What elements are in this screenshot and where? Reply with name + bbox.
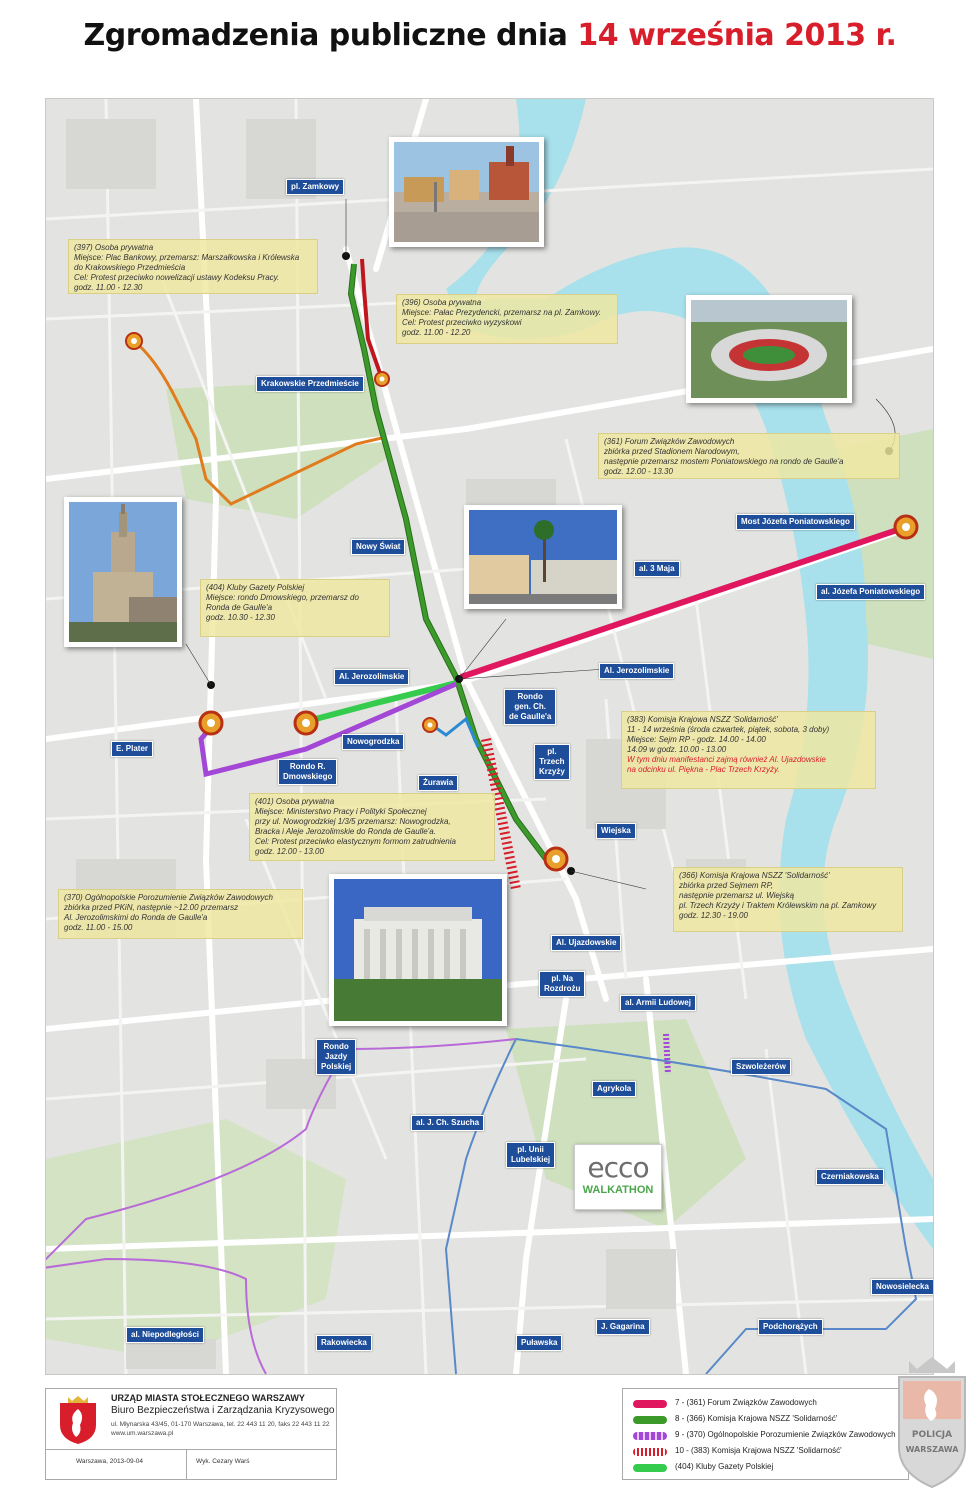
marker-396 — [375, 372, 389, 386]
legend-item: 8 - (366) Komisja Krajowa NSZZ 'Solidarność' — [631, 1413, 906, 1427]
issuer-footer — [45, 1388, 337, 1480]
issue-date: Warszawa, 2013-09-04 — [76, 1458, 143, 1465]
label-pl-unii-lubelskiej[interactable]: pl. Unii Lubelskiej — [506, 1142, 555, 1168]
title-main: Zgromadzenia publiczne dnia — [83, 18, 578, 53]
title-date: 14 września 2013 r. — [577, 18, 897, 53]
label-czerniakowska[interactable]: Czerniakowska — [816, 1169, 884, 1185]
label-pl-na-rozdrozu[interactable]: pl. Na Rozdrożu — [539, 971, 585, 997]
note-370: (370) Ogólnopolskie Porozumienie Związków Zawodowych zbiórka przed PKiN, następnie ~12.00 przemarsz Al. Jerozolimskimi do Ronda de Gaulle'a godz. 11.00 - 15.00 — [58, 889, 303, 939]
marker-397 — [126, 333, 142, 349]
legend-swatch — [633, 1416, 667, 1424]
marker-370 — [200, 712, 222, 734]
note-366: (366) Komisja Krajowa NSZZ 'Solidarność' zbiórka przed Sejmem RP, następnie przemarsz ul. Wiejską pl. Trzech Krzyży i Traktem Królewskim na pl. Zamkowy godz. 12.30 - 19.00 — [673, 867, 903, 932]
org-website[interactable]: www.um.warszawa.pl — [111, 1430, 174, 1437]
label-al-poniatowskiego[interactable]: al. Józefa Poniatowskiego — [816, 584, 925, 600]
label-pl-zamkowy[interactable]: pl. Zamkowy — [286, 179, 344, 195]
legend-item: (404) Kluby Gazety Polskiej — [631, 1461, 906, 1475]
ecco-walkathon-logo — [574, 1144, 662, 1210]
label-al-jerozolimskie-west[interactable]: Al. Jerozolimskie — [334, 669, 409, 685]
label-agrykola[interactable]: Agrykola — [592, 1081, 636, 1097]
police-badge-line1: POLICJA — [911, 1430, 953, 1440]
label-nowogrodzka[interactable]: Nowogrodzka — [342, 734, 404, 750]
warsaw-coat-of-arms-icon — [58, 1395, 98, 1445]
photo-castle-square — [389, 137, 544, 247]
marker-366 — [545, 848, 567, 870]
author: Wyk. Cezary Warś — [196, 1458, 250, 1465]
photo-rondo-de-gaulle — [464, 505, 622, 609]
label-e-plater[interactable]: E. Plater — [111, 741, 153, 757]
label-al-niepodleglosci[interactable]: al. Niepodległości — [126, 1327, 204, 1343]
label-wiejska[interactable]: Wiejska — [596, 823, 636, 839]
label-al-jerozolimskie-east[interactable]: Al. Jerozolimskie — [599, 663, 674, 679]
label-rondo-dmowskiego[interactable]: Rondo R. Dmowskiego — [278, 759, 337, 785]
note-396: (396) Osoba prywatna Miejsce: Pałac Prezydencki, przemarsz na pl. Zamkowy. Cel: Protest przeciwko wyzyskowi godz. 11.00 - 12.20 — [396, 294, 618, 344]
photo-palace-of-culture — [64, 497, 182, 647]
label-nowosielecka[interactable]: Nowosielecka — [871, 1279, 934, 1295]
legend-swatch — [633, 1448, 667, 1456]
org-city-office: URZĄD MIASTA STOŁECZNEGO WARSZAWY — [111, 1393, 305, 1403]
note-397: (397) Osoba prywatna Miejsce: Plac Bankowy, przemarsz: Marszałkowska i Królewska do Krakowskiego Przedmieścia Cel: Protest przeciwko nowelizacji ustawy Kodeksu Pracy. godz. 11.00 - 12.30 — [68, 239, 318, 294]
note-383: (383) Komisja Krajowa NSZZ 'Solidarność' 11 - 14 września (środa czwartek, piątek, sobota, 3 doby) Miejsce: Sejm RP - godz. 14.00 - 14.00 14.09 w godz. 10.00 - 13.00 W tym dniu manifestanci zajmą również Al. Ujazdowskie na odcinku ul. Piękna - Plac Trzech Krzyży. — [621, 711, 876, 789]
label-podchorazych[interactable]: Podchorążych — [758, 1319, 823, 1335]
label-al-ujazdowskie[interactable]: Al. Ujazdowskie — [551, 935, 621, 951]
photo-national-stadium — [686, 295, 852, 403]
label-rondo-de-gaulle[interactable]: Rondo gen. Ch. de Gaulle'a — [504, 689, 556, 725]
label-most-poniatowskiego[interactable]: Most Józefa Poniatowskiego — [736, 514, 855, 530]
map-legend — [622, 1388, 909, 1480]
legend-item: 10 - (383) Komisja Krajowa NSZZ 'Solidarność' — [631, 1445, 906, 1459]
label-zurawia[interactable]: Żurawia — [418, 775, 458, 791]
legend-swatch — [633, 1432, 667, 1440]
note-404: (404) Kluby Gazety Polskiej Miejsce: rondo Dmowskiego, przemarsz do Ronda de Gaulle'a godz. 10.30 - 12.30 — [200, 579, 390, 637]
label-nowy-swiat[interactable]: Nowy Świat — [351, 539, 405, 555]
marker-401 — [423, 718, 437, 732]
walkathon-text: WALKATHON — [582, 1184, 654, 1196]
org-address: ul. Młynarska 43/45, 01-170 Warszawa, tel. 22 443 11 20, faks 22 443 11 22 — [111, 1421, 330, 1428]
org-bureau: Biuro Bezpieczeństwa i Zarządzania Kryzysowego — [111, 1405, 335, 1416]
label-szwolezerow[interactable]: Szwoleżerów — [731, 1059, 791, 1075]
note-361: (361) Forum Związków Zawodowych zbiórka przed Stadionem Narodowym, następnie przemarsz mostem Poniatowskiego na rondo de Gaulle'a godz. 12.00 - 13.30 — [598, 433, 900, 479]
photo-sejm — [329, 874, 507, 1026]
label-al-3-maja[interactable]: al. 3 Maja — [634, 561, 680, 577]
label-krakowskie-przedmiescie[interactable]: Krakowskie Przedmieście — [256, 376, 364, 392]
label-pulawska[interactable]: Puławska — [516, 1335, 562, 1351]
footer-meta-row — [46, 1449, 336, 1479]
police-badge-icon — [893, 1355, 971, 1490]
city-map[interactable] — [45, 98, 934, 1375]
label-al-armii-ludowej[interactable]: al. Armii Ludowej — [620, 995, 696, 1011]
legend-swatch — [633, 1464, 667, 1472]
marker-404 — [295, 712, 317, 734]
marker-361 — [895, 516, 917, 538]
note-401: (401) Osoba prywatna Miejsce: Ministerstwo Pracy i Polityki Społecznej przy ul. Nowogrodzkiej 1/3/5 przemarsz: Nowogrodzka, Bracka i Aleje Jerozolimskie do Ronda de Gaulle'a. Cel: Protest przeciwko elastycznym formom zatrudnienia godz. 12.00 - 13.00 — [249, 793, 495, 861]
legend-item: 7 - (361) Forum Związków Zawodowych — [631, 1397, 906, 1411]
label-rondo-jazdy-polskiej[interactable]: Rondo Jazdy Polskiej — [316, 1039, 356, 1075]
label-al-szucha[interactable]: al. J. Ch. Szucha — [411, 1115, 484, 1131]
ecco-brand: ecco — [587, 1151, 649, 1184]
page-title — [0, 18, 980, 53]
footer-divider — [186, 1450, 187, 1479]
label-j-gagarina[interactable]: J. Gagarina — [596, 1319, 650, 1335]
legend-item: 9 - (370) Ogólnopolskie Porozumienie Związków Zawodowych — [631, 1429, 906, 1443]
police-badge-line2: WARSZAWA — [905, 1445, 959, 1454]
legend-swatch — [633, 1400, 667, 1408]
label-rakowiecka[interactable]: Rakowiecka — [316, 1335, 372, 1351]
label-pl-trzech-krzyzy[interactable]: pl. Trzech Krzyży — [534, 744, 570, 780]
walkathon-route-west — [446, 1039, 516, 1374]
